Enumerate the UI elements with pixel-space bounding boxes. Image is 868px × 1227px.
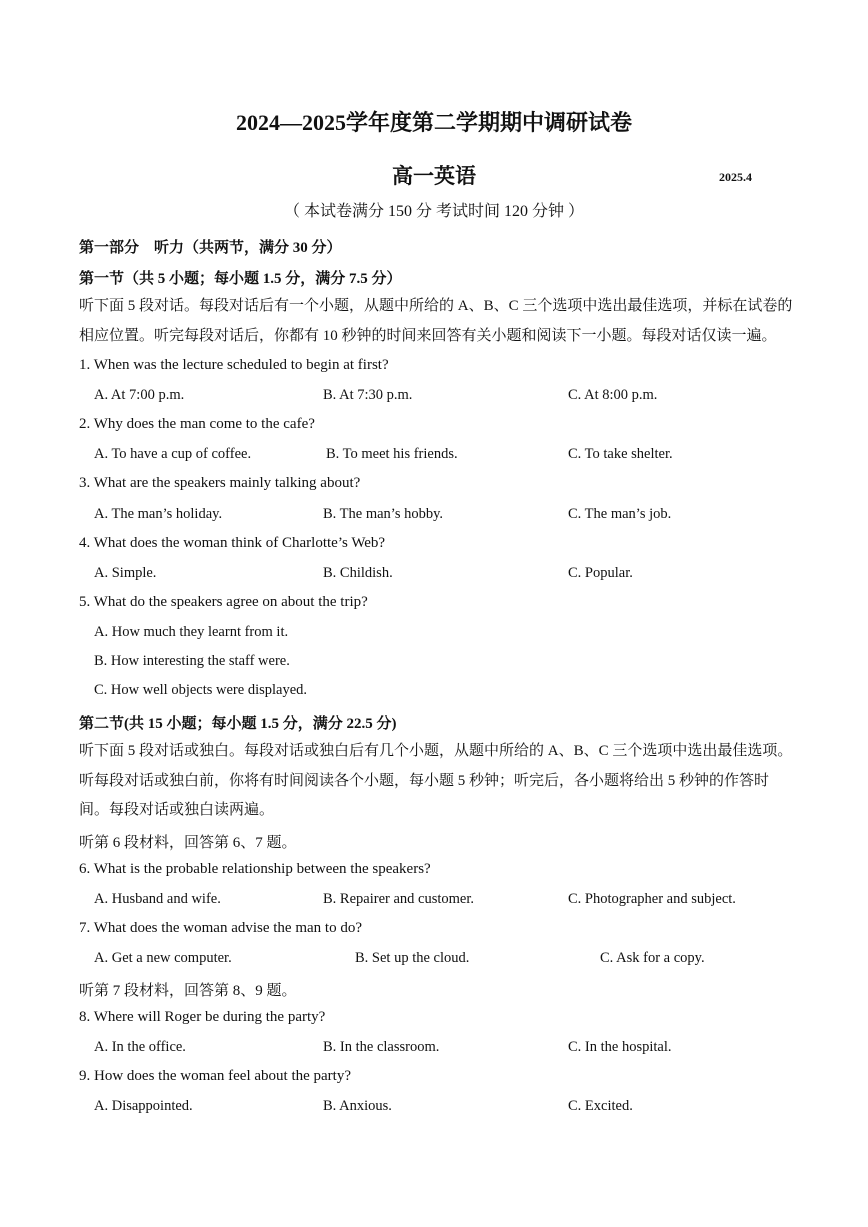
question-3-option-a: A. The man’s holiday. [94,506,223,522]
section2-heading: 第二节(共 15 小题；每小题 1.5 分，满分 22.5 分) [79,716,397,732]
question-7-stem: 7. What does the woman advise the man to do? [79,920,362,936]
question-9-option-c: C. Excited. [568,1098,633,1114]
question-7-option-c: C. Ask for a copy. [600,950,705,966]
question-6-option-b: B. Repairer and customer. [323,891,474,907]
question-1-stem: 1. When was the lecture scheduled to begin at first? [79,357,389,373]
question-5-option-c: C. How well objects were displayed. [94,682,308,698]
question-1-option-b: B. At 7:30 p.m. [323,387,413,403]
question-7-option-b: B. Set up the cloud. [355,950,470,966]
question-3-stem: 3. What are the speakers mainly talking about? [79,475,361,491]
question-6-stem: 6. What is the probable relationship between the speakers? [79,861,431,877]
question-9-option-b: B. Anxious. [323,1098,392,1114]
question-1-option-a: A. At 7:00 p.m. [94,387,185,403]
question-1-option-c: C. At 8:00 p.m. [568,387,658,403]
question-5-stem: 5. What do the speakers agree on about the trip? [79,594,368,610]
material-6-note: 听第 6 段材料，回答第 6、7 题。 [79,835,297,851]
question-2-option-a: A. To have a cup of coffee. [94,446,252,462]
question-4-option-b: B. Childish. [323,565,393,581]
question-5-option-b: B. How interesting the staff were. [94,653,290,669]
question-4-stem: 4. What does the woman think of Charlotte’s Web? [79,535,386,551]
question-7-option-a: A. Get a new computer. [94,950,232,966]
question-6-option-c: C. Photographer and subject. [568,891,736,907]
exam-title: 2024—2025学年度第二学期期中调研试卷 [235,110,632,135]
question-4-option-c: C. Popular. [568,565,633,581]
question-2-option-c: C. To take shelter. [568,446,673,462]
question-9-option-a: A. Disappointed. [94,1098,193,1114]
question-5-option-a: A. How much they learnt from it. [94,624,289,640]
exam-date: 2025.4 [719,170,752,184]
question-3-option-c: C. The man’s job. [568,506,672,522]
question-2-option-b: B. To meet his friends. [326,446,458,462]
question-8-stem: 8. Where will Roger be during the party? [79,1009,326,1025]
question-4-option-a: A. Simple. [94,565,157,581]
score-note: （ 本试卷满分 150 分 考试时间 120 分钟 ） [283,203,584,220]
question-9-stem: 9. How does the woman feel about the party? [79,1068,351,1084]
material-7-note: 听第 7 段材料，回答第 8、9 题。 [79,983,297,999]
question-8-option-b: B. In the classroom. [323,1039,440,1055]
section1-heading: 第一节（共 5 小题；每小题 1.5 分，满分 7.5 分） [79,271,402,287]
question-8-option-a: A. In the office. [94,1039,186,1055]
section2-instructions: 听下面 5 段对话或独白。每段对话或独白后有几个小题，从题中所给的 A、B、C 三个选项中选出最佳选项。听每段对话或独白前，你将有时间阅读各个小题，每小题 5 秒钟；听完后，各小题将给出 5 秒钟的作答时间。每段对话或独白读两遍。 [79,743,793,818]
question-2-stem: 2. Why does the man come to the cafe? [79,416,315,432]
question-6-option-a: A. Husband and wife. [94,891,221,907]
exam-subject: 高一英语 [392,164,476,188]
question-3-option-b: B. The man’s hobby. [323,506,444,522]
question-8-option-c: C. In the hospital. [568,1039,672,1055]
part1-heading: 第一部分 听力（共两节，满分 30 分） [79,240,342,256]
section1-instructions: 听下面 5 段对话。每段对话后有一个小题，从题中所给的 A、B、C 三个选项中选出最佳选项，并标在试卷的相应位置。听完每段对话后，你都有 10 秒钟的时间来回答有关小题和阅读下一小题。每段对话仅读一遍。 [79,298,793,344]
